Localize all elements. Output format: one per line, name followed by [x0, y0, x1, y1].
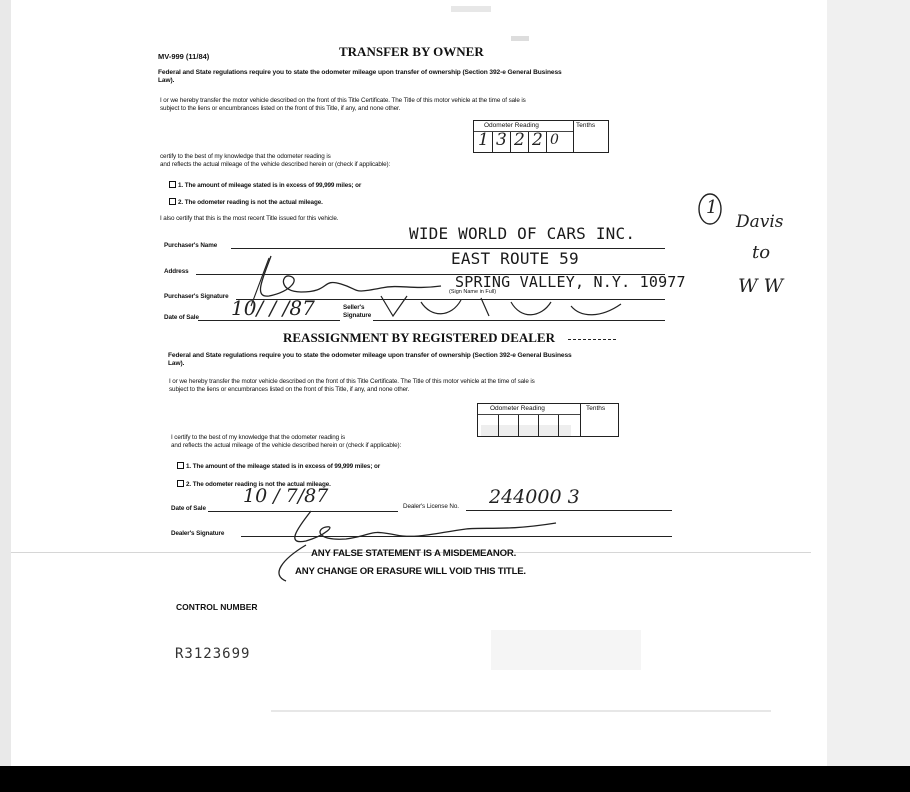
- reassign-federal-notice-cont: Law).: [168, 360, 185, 367]
- reassign-checkbox-option-2: 2. The odometer reading is not the actual mileage.: [177, 480, 331, 488]
- reassign-odometer-box: [477, 403, 619, 437]
- address-line-1: EAST ROUTE 59: [451, 249, 579, 268]
- date-of-sale: 10/ / /87: [231, 296, 315, 320]
- right-margin-strip: [827, 0, 910, 766]
- reassign-checkbox-option-1: 1. The amount of the mileage stated is in excess of 99,999 miles; or: [177, 462, 380, 470]
- date-of-sale-label: Date of Sale: [164, 314, 199, 321]
- margin-note-line-1: Davis: [736, 212, 784, 232]
- odometer-label: Odometer Reading: [484, 122, 539, 129]
- control-number-label: CONTROL NUMBER: [176, 602, 258, 612]
- reassign-federal-notice: Federal and State regulations require you to state the odometer mileage upon transfer of ownership (Section 392-e General Business: [168, 352, 572, 359]
- odometer-digit: 0: [550, 132, 559, 148]
- seller-label-cont: Signature: [343, 312, 372, 319]
- control-number: R3123699: [175, 646, 251, 662]
- certify-text: certify to the best of my knowledge that the odometer reading is: [160, 153, 331, 160]
- dealer-license-number: 244000 3: [489, 486, 580, 508]
- dealer-license-label: Dealer's License No.: [403, 503, 459, 510]
- warning-erasure: ANY CHANGE OR ERASURE WILL VOID THIS TITLE.: [295, 566, 526, 577]
- sign-name-label: (Sign Name in Full): [449, 289, 497, 295]
- checkbox-option-1: 1. The amount of mileage stated is in excess of 99,999 miles; or: [169, 181, 361, 189]
- transfer-text-cont: subject to the liens or encumbrances listed on the front of this Title, if any, and none other.: [160, 105, 401, 112]
- scan-speckle: [491, 630, 641, 670]
- left-scan-strip: [0, 0, 11, 766]
- section-title-transfer: TRANSFER BY OWNER: [339, 44, 484, 59]
- reassign-transfer-text: I or we hereby transfer the motor vehicle described on the front of this Title Certificate. The Title of this motor vehicle at the time of sale is: [169, 378, 535, 385]
- seller-label: Seller's: [343, 304, 365, 311]
- scan-dotted-line: [271, 710, 771, 712]
- reassign-date-of-sale-label: Date of Sale: [171, 505, 206, 512]
- reassign-transfer-text-cont: subject to the liens or encumbrances listed on the front of this Title, if any, and none other.: [169, 386, 410, 393]
- reassign-tenths-label: Tenths: [586, 405, 606, 412]
- odometer-digit: 1: [478, 130, 489, 150]
- scan-speckle: [451, 6, 491, 12]
- warning-misdemeanor: ANY FALSE STATEMENT IS A MISDEMEANOR.: [311, 548, 517, 559]
- dealer-signature-label: Dealer's Signature: [171, 530, 225, 537]
- section-title-reassignment: REASSIGNMENT BY REGISTERED DEALER: [283, 330, 555, 345]
- address-line-2: SPRING VALLEY, N.Y. 10977: [455, 273, 686, 291]
- recent-title-statement: I also certify that this is the most recent Title issued for this vehicle.: [160, 215, 339, 222]
- checkbox-option-2: 2. The odometer reading is not the actual mileage.: [169, 198, 323, 206]
- title-document-page: [11, 0, 827, 766]
- purchaser-signature-label: Purchaser's Signature: [164, 293, 229, 300]
- checkbox: [177, 480, 184, 487]
- odometer-digit: 2: [514, 130, 525, 150]
- checkbox: [169, 198, 176, 205]
- address-label: Address: [164, 268, 189, 275]
- federal-notice: Federal and State regulations require you to state the odometer mileage upon transfer of ownership (Section 392-e General Business: [158, 69, 562, 76]
- checkbox: [169, 181, 176, 188]
- tenths-label: Tenths: [576, 122, 596, 129]
- seller-signature-scribble: [371, 290, 651, 320]
- odometer-digit: 2: [532, 130, 543, 150]
- checkbox: [177, 462, 184, 469]
- odometer-box: [473, 120, 609, 153]
- form-number: MV-999 (11/84): [158, 52, 210, 61]
- federal-notice-cont: Law).: [158, 77, 175, 84]
- reassign-odometer-label: Odometer Reading: [490, 405, 545, 412]
- purchaser-name-label: Purchaser's Name: [164, 242, 218, 249]
- margin-note-line-2: to: [752, 242, 771, 263]
- certify-text-cont: and reflects the actual mileage of the vehicle described herein or (check if applicable):: [160, 161, 391, 168]
- reassign-certify-text: I certify to the best of my knowledge that the odometer reading is: [171, 434, 346, 441]
- circled-number: 1: [706, 197, 718, 218]
- scan-speckle: [511, 36, 529, 41]
- reassign-date-of-sale: 10 / 7/87: [243, 485, 329, 507]
- reassign-certify-text-cont: and reflects the actual mileage of the vehicle described herein or (check if applicable):: [171, 442, 402, 449]
- margin-note-line-3: W W: [738, 275, 784, 297]
- transfer-text: I or we hereby transfer the motor vehicle described on the front of this Title Certificate. The Title of this motor vehicle at the time of sale is: [160, 97, 526, 104]
- purchaser-name: WIDE WORLD OF CARS INC.: [409, 224, 636, 243]
- odometer-digit: 3: [496, 130, 507, 150]
